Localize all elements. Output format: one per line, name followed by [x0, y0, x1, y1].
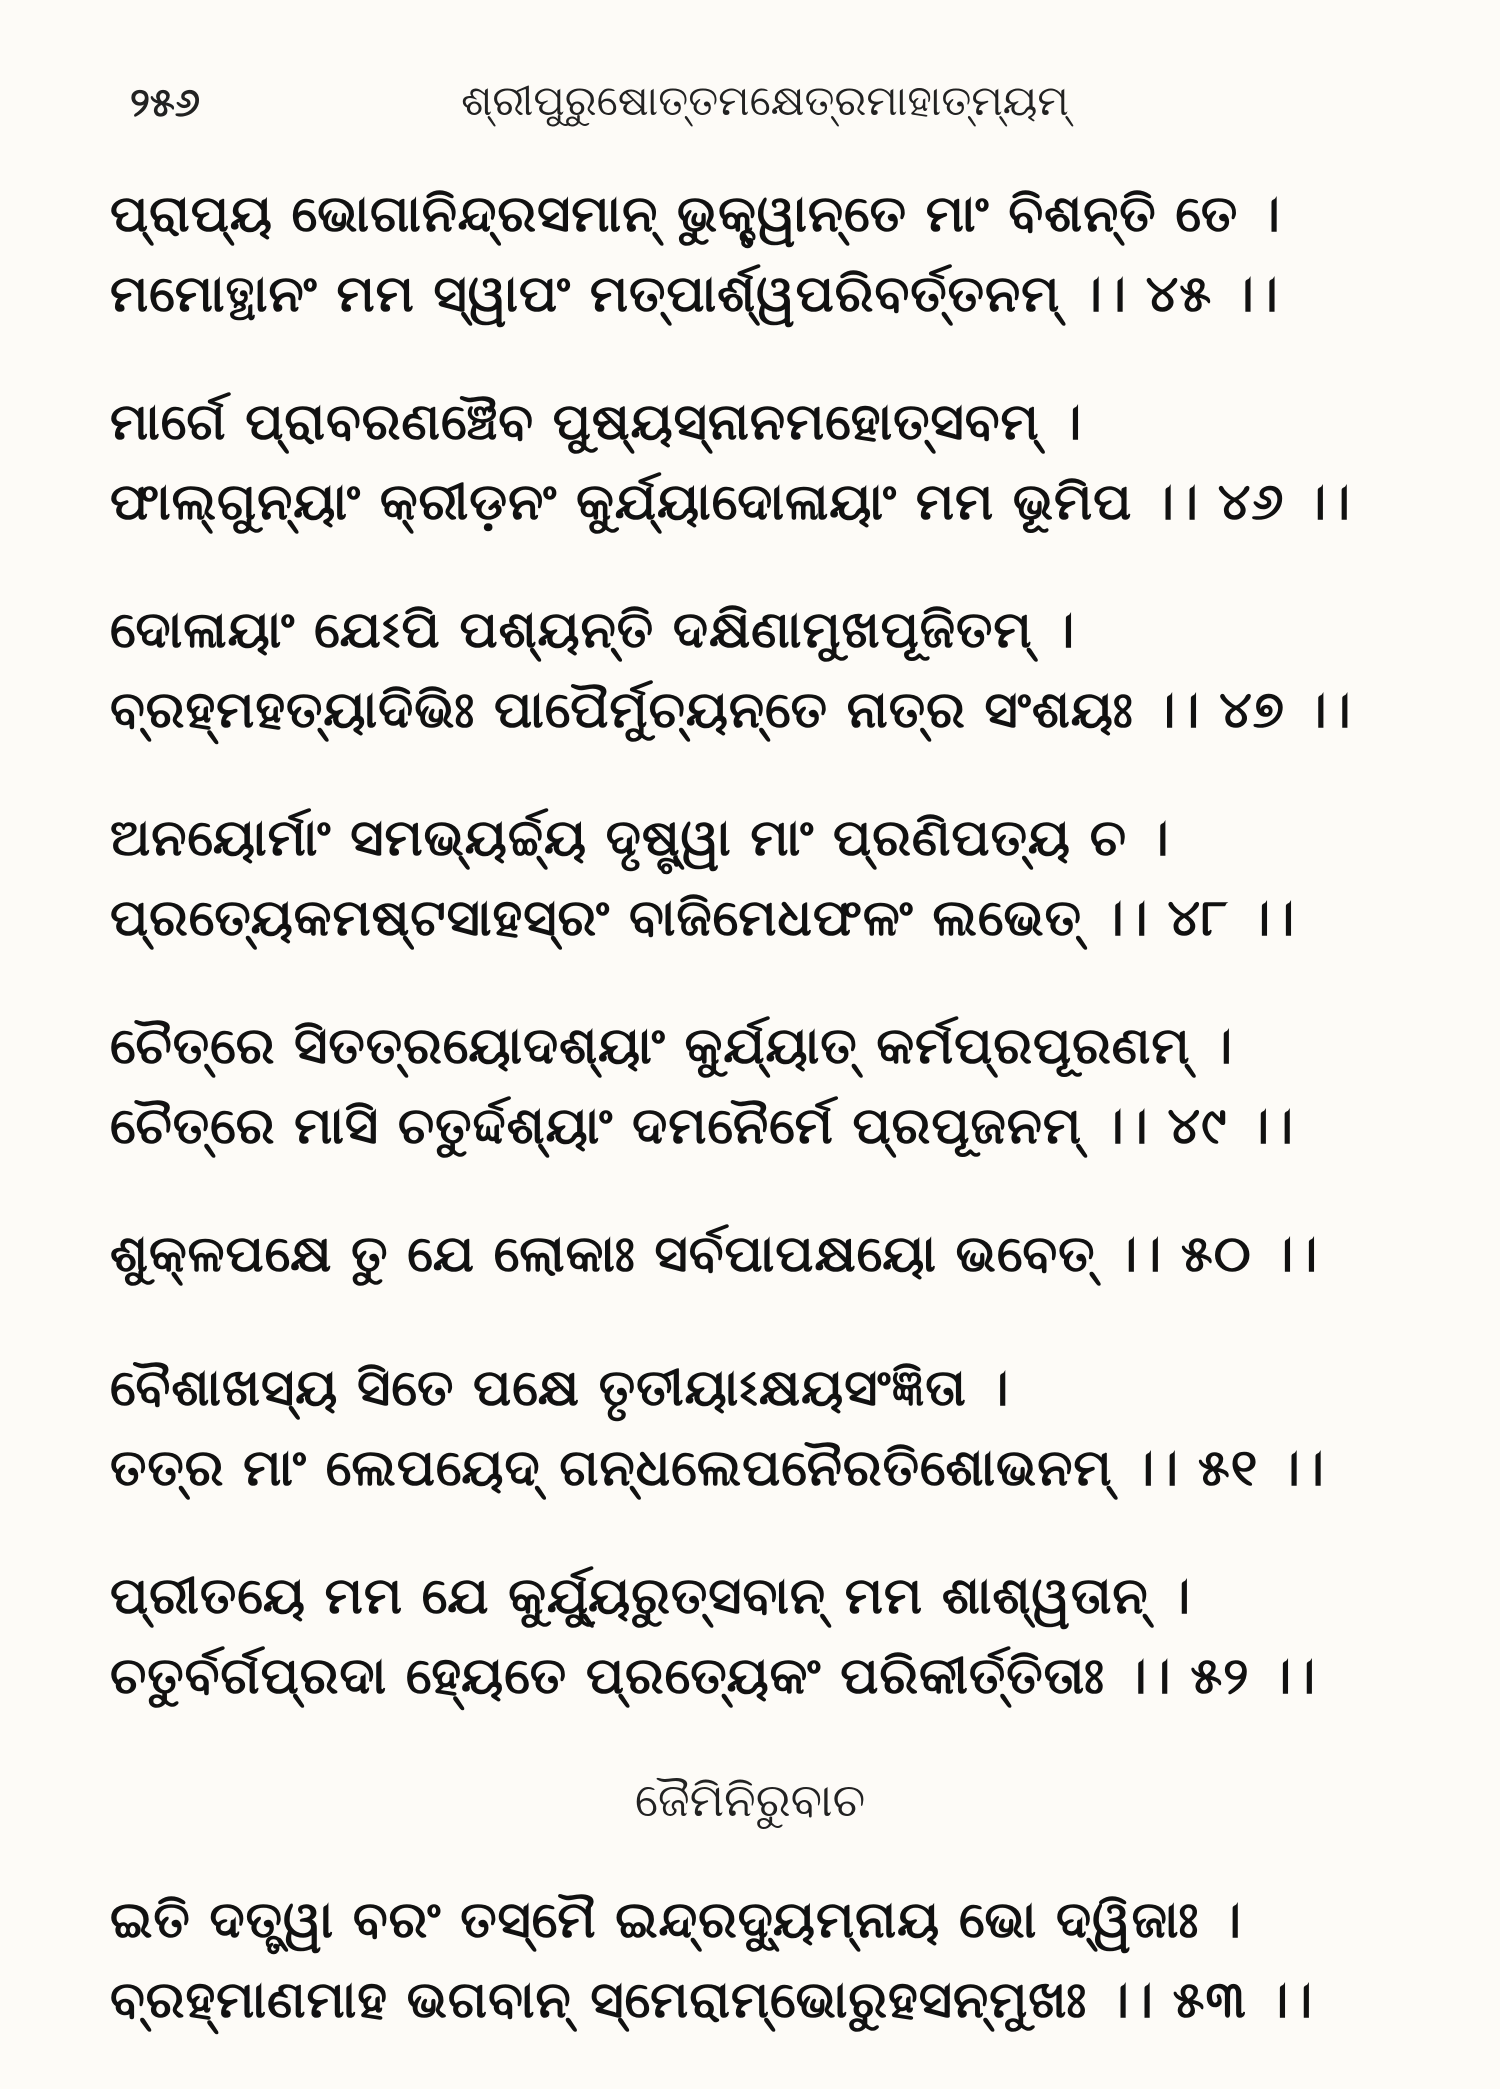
verse-line: ପ୍ରାପ୍ୟ ଭୋଗାନିନ୍ଦ୍ରସମାନ୍ ଭୁକ୍ତ୍ୱାନ୍ତେ ମାଂ ବିଶନ୍ତି ତେ । [110, 185, 1281, 244]
verse-line: ମାର୍ଗେ ପ୍ରାବରଣଞ୍ଚୈବ ପୁଷ୍ୟସ୍ନାନମହୋତ୍ସବମ୍ । [110, 393, 1083, 452]
verse-line: ଅନୟୋର୍ମାଂ ସମଭ୍ୟର୍ଚ୍ଚ୍ୟ ଦୃଷ୍ଟ୍ୱା ମାଂ ପ୍ରଣିପତ୍ୟ ଚ । [110, 809, 1170, 868]
verse-line: ବୈଶାଖସ୍ୟ ସିତେ ପକ୍ଷେ ତୃତୀୟାଽକ୍ଷୟସଂଜ୍ଞିତା । [110, 1359, 1010, 1418]
verse-line: ଦୋଳାୟାଂ ଯେଽପି ପଶ୍ୟନ୍ତି ଦକ୍ଷିଣାମୁଖପୂଜିତମ୍ । [110, 601, 1076, 660]
verse-line: ମମୋତ୍ଥାନଂ ମମ ସ୍ୱାପଂ ମତ୍ପାର୍ଶ୍ୱପରିବର୍ତ୍ତନମ୍ ।। ୪୫ ।। [110, 265, 1279, 324]
verse-stanza [110, 1557, 1450, 1717]
verse-stanza [110, 591, 1450, 751]
verse-line: ଫାଲ୍‌ଗୁନ୍ୟାଂ କ୍ରୀଡ଼ନଂ କୁର୍ଯ୍ୟାଦୋଳାୟାଂ ମମ ଭୂମିପ ।। ୪୬ ।। [110, 473, 1352, 532]
running-title: ଶ୍ରୀପୁରୁଷୋତ୍ତମକ୍ଷେତ୍ରମାହାତ୍ମ୍ୟମ୍ [461, 76, 1069, 125]
verse-stanza [110, 1007, 1450, 1167]
verse-line: ଚୈତ୍ରେ ସିତତ୍ରୟୋଦଶ୍ୟାଂ କୁର୍ଯ୍ୟାତ୍ କର୍ମପ୍ରପୂରଣମ୍ । [110, 1017, 1234, 1076]
verse-stanza [110, 1349, 1450, 1509]
verse-stanza [110, 1215, 1450, 1295]
verse-line: ବ୍ରହ୍ମହତ୍ୟାଦିଭିଃ ପାପୈର୍ମୁଚ୍ୟନ୍ତେ ନାତ୍ର ସଂଶୟଃ ।। ୪୭ ।। [110, 681, 1352, 740]
section-heading: ଜୈମିନିରୁବାଚ [634, 1773, 866, 1827]
verse-line: ଚତୁର୍ବର୍ଗପ୍ରଦା ହ୍ୟେତେ ପ୍ରତ୍ୟେକଂ ପରିକୀର୍ତ୍ତିତାଃ ।। ୫୨ ।। [110, 1647, 1317, 1706]
verse-line: ଚୈତ୍ରେ ମାସି ଚତୁର୍ଦ୍ଦଶ୍ୟାଂ ଦମନୈର୍ମେ ପ୍ରପୂଜନମ୍ ।। ୪୯ ।। [110, 1097, 1295, 1156]
verse-stanza [110, 1881, 1450, 2041]
verse-body [110, 175, 1450, 2089]
verse-line: ପ୍ରୀତୟେ ମମ ଯେ କୁର୍ଯ୍ୟୁରୁତ୍ସବାନ୍ ମମ ଶାଶ୍ୱତାନ୍ । [110, 1567, 1192, 1626]
verse-stanza [110, 383, 1450, 543]
verse-line: ପ୍ରତ୍ୟେକମଷ୍ଟସାହସ୍ରଂ ବାଜିମେଧଫଳଂ ଲଭେତ୍ ।। ୪୮ ।। [110, 889, 1296, 948]
page-number: ୨୫୬ [130, 80, 200, 126]
page-header [100, 70, 1430, 140]
verse-stanza [110, 799, 1450, 959]
verse-stanza [110, 175, 1450, 335]
verse-line: ଇତି ଦତ୍ତ୍ୱା ବରଂ ତସ୍ମୈ ଇନ୍ଦ୍ରଦ୍ୟୁମ୍ନାୟ ଭୋ ଦ୍ୱିଜାଃ । [110, 1891, 1243, 1950]
verse-line: ବ୍ରହ୍ମାଣମାହ ଭଗବାନ୍ ସ୍ମେରାମ୍ଭୋରୁହସନ୍ମୁଖଃ ।। ୫୩ ।। [110, 1971, 1314, 2030]
verse-line: ଶୁକ୍ଳପକ୍ଷେ ତୁ ଯେ ଲୋକାଃ ସର୍ବପାପକ୍ଷୟୋ ଭବେତ୍ ।। ୫୦ ।। [110, 1225, 1319, 1284]
verse-line: ତତ୍ର ମାଂ ଲେପୟେଦ୍ ଗନ୍ଧଲେପନୈରତିଶୋଭନମ୍ ।। ୫୧ ।। [110, 1439, 1325, 1498]
